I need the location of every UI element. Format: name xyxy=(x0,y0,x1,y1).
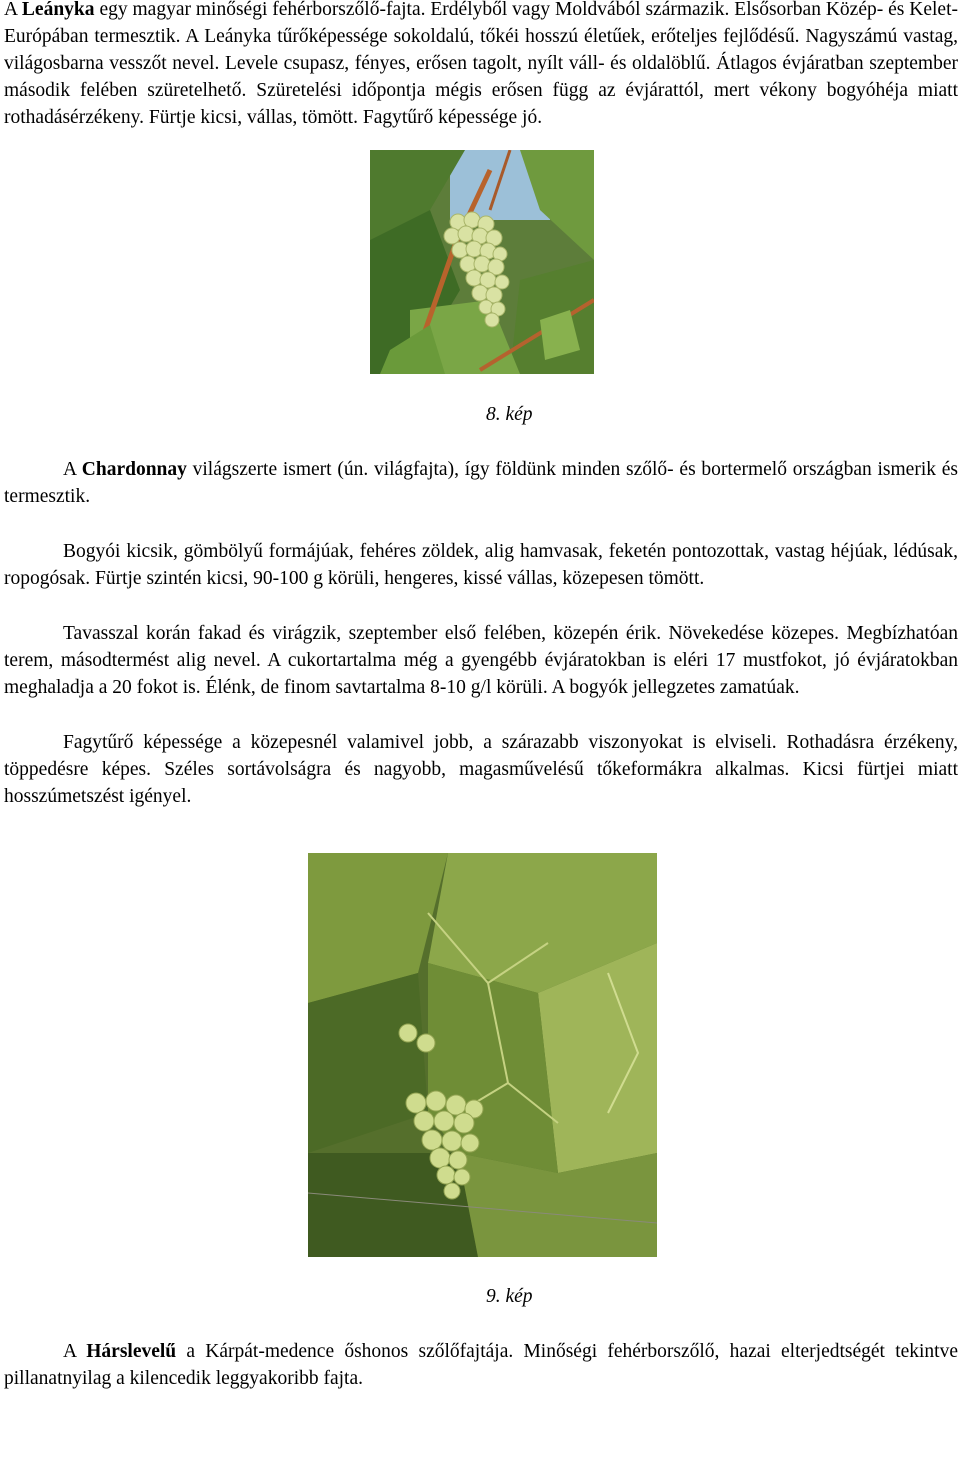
variety-name-chardonnay: Chardonnay xyxy=(81,459,187,480)
figure-caption-8: 8. kép xyxy=(486,404,533,425)
chardonnay-paragraph-1 xyxy=(4,456,958,510)
article-word: A xyxy=(4,0,18,20)
leanyka-paragraph xyxy=(4,0,958,131)
harslevelu-paragraph xyxy=(4,1338,958,1392)
chardonnay-paragraph-3: Tavasszal korán fakad és virágzik, szeptember első felében, közepén érik. Növekedése közepes. Megbízhatóan terem, másodtermést alig nevel. A cukortartalma még a gyengébb évjáratokban is eléri 17 mustfokot, jó évjáratokban meghaladja a 20 fokot is. Élénk, de finom savtartalma 8-10 g/l körüli. A bogyók jellegzetes zamatúak. xyxy=(4,623,958,698)
article-word: A xyxy=(63,459,77,480)
harslevelu-text: a Kárpát-medence őshonos szőlőfajtája. Minőségi fehérborszőlő, hazai elterjedtségét tekintve pillanatnyilag a kilencedik leggyakoribb fajta. xyxy=(4,1341,959,1389)
variety-name-harslevelu: Hárslevelű xyxy=(86,1341,177,1362)
figure-leanyka-photo xyxy=(370,150,594,374)
chardonnay-paragraph-2: Bogyói kicsik, gömbölyű formájúak, fehéres zöldek, alig hamvasak, feketén pontozottak, vastag héjúak, lédúsak, ropogósak. Fürtje szintén kicsi, 90-100 g körüli, hengeres, kissé vállas, közepesen tömött. xyxy=(4,541,958,589)
chardonnay-intro-text: világszerte ismert (ún. világfajta), így földünk minden szőlő- és bortermelő országban ismerik és termesztik. xyxy=(4,459,958,507)
leanyka-text: egy magyar minőségi fehérborszőlő-fajta. Erdélyből vagy Moldvából származik. Elsősorban Közép- és Kelet-Európában termesztik. A Leányka tűrőképessége sokoldalú, tőkéi hosszú életűek, erőteljes fejlődésű. Nagyszámú vastag, világosbarna vesszőt nevel. Levele csupasz, fényes, erősen tagolt, nyílt váll- és oldalöblű. Átlagos évjáratban szeptember második felében szüretelhető. Szüretelési időpontja mégis erősen függ az évjárattól, mert vékony bogyóhéja miatt rothadásérzékeny. Fürtje kicsi, vállas, tömött. Fagytűrő képessége jó. xyxy=(4,0,958,128)
variety-name-leanyka: Leányka xyxy=(21,0,95,20)
chardonnay-paragraph-4: Fagytűrő képessége a közepesnél valamivel jobb, a szárazabb viszonyokat is elviseli. Rothadásra érzékeny, töppedésre képes. Széles sortávolságra és nagyobb, magasművelésű tőkeformákra alkalmas. Kicsi fürtjei miatt hosszúmetszést igényel. xyxy=(4,732,958,807)
figure-chardonnay-photo xyxy=(308,853,657,1257)
grape-vine-leaves-photo-icon xyxy=(308,853,657,1257)
article-word: A xyxy=(63,1341,77,1362)
grape-cluster-photo-icon xyxy=(370,150,594,374)
figure-caption-9: 9. kép xyxy=(486,1286,533,1307)
document-page xyxy=(4,0,958,1392)
